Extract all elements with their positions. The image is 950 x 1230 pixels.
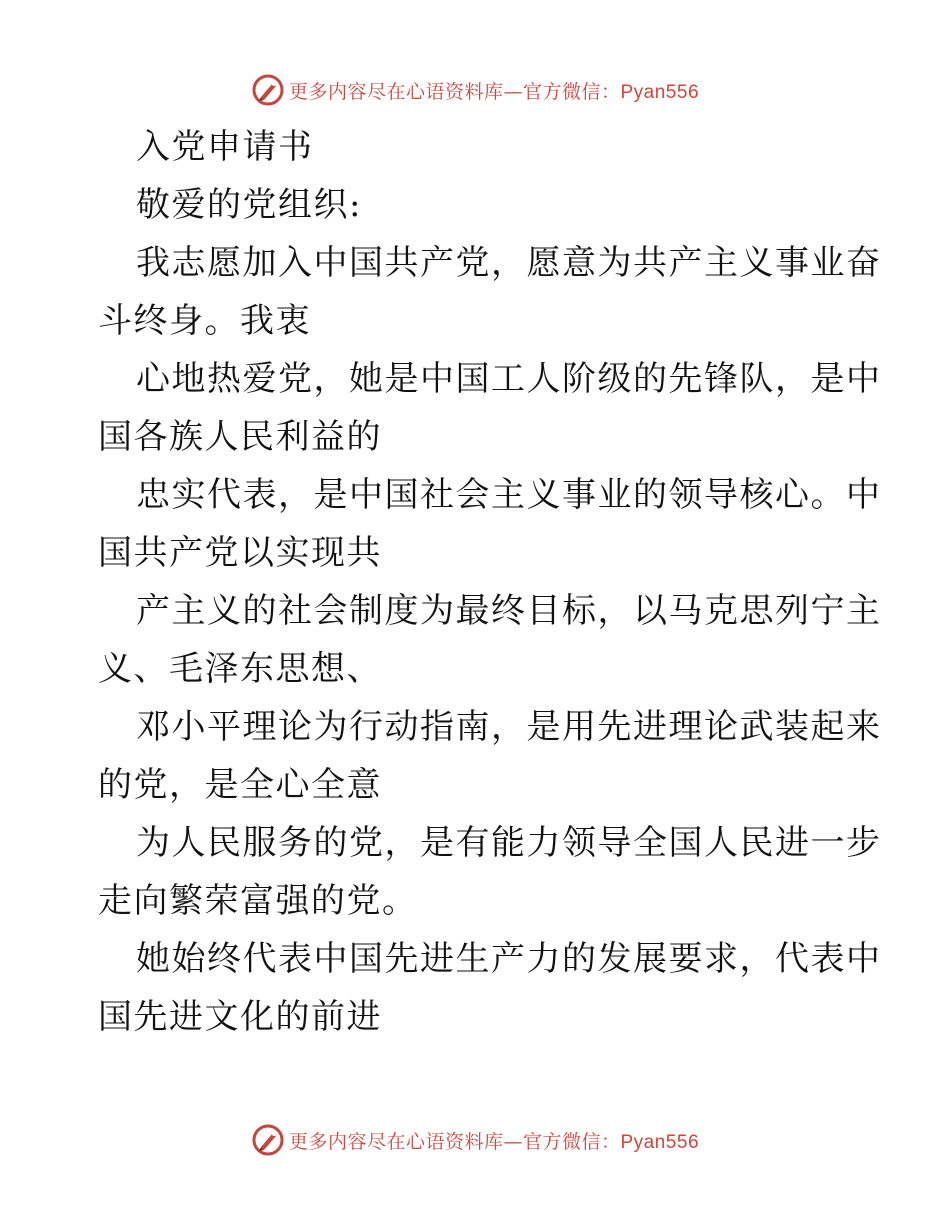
footer-watermark — [0, 1120, 950, 1160]
watermark-text — [289, 77, 699, 104]
paragraph-line: 斗终身。我衷 — [98, 301, 311, 341]
paragraph-line: 国先进文化的前进 — [98, 997, 382, 1037]
watermark-main: 更多内容尽在心语资料库 — [288, 80, 504, 103]
paragraph-line: 产主义的社会制度为最终目标，以马克思列宁主 — [136, 591, 882, 631]
paragraph-line: 邓小平理论为行动指南，是用先进理论武装起来 — [136, 707, 882, 747]
paragraph-line: 她始终代表中国先进生产力的发展要求，代表中 — [136, 939, 882, 979]
salutation: 敬爱的党组织: — [136, 185, 362, 225]
fountain-pen-logo-icon — [251, 73, 285, 107]
header-watermark — [0, 70, 950, 110]
paragraph-line: 心地热爱党，她是中国工人阶级的先锋队，是中 — [136, 359, 882, 399]
watermark-wechat-id: Pyan556 — [620, 1131, 700, 1153]
paragraph-line: 的党，是全心全意 — [98, 765, 382, 805]
watermark-dash: — — [503, 1130, 523, 1153]
paragraph-line: 国共产党以实现共 — [98, 533, 382, 573]
watermark-text — [289, 1127, 699, 1154]
paragraph-line: 国各族人民利益的 — [98, 417, 382, 457]
watermark-official: 官方微信： — [522, 80, 621, 103]
fountain-pen-logo-icon — [251, 1123, 285, 1157]
paragraph-line: 忠实代表，是中国社会主义事业的领导核心。中 — [136, 475, 882, 515]
paragraph-line: 为人民服务的党，是有能力领导全国人民进一步 — [136, 823, 882, 863]
document-title: 入党申请书 — [136, 127, 314, 167]
watermark-official: 官方微信： — [522, 1130, 621, 1153]
document-body — [98, 118, 882, 1046]
watermark-dash: — — [503, 80, 523, 103]
paragraph-line: 我志愿加入中国共产党，愿意为共产主义事业奋 — [136, 243, 882, 283]
paragraph-line: 义、毛泽东思想、 — [98, 649, 382, 689]
watermark-main: 更多内容尽在心语资料库 — [288, 1130, 504, 1153]
watermark-wechat-id: Pyan556 — [620, 81, 700, 103]
paragraph-line: 走向繁荣富强的党。 — [98, 881, 418, 921]
